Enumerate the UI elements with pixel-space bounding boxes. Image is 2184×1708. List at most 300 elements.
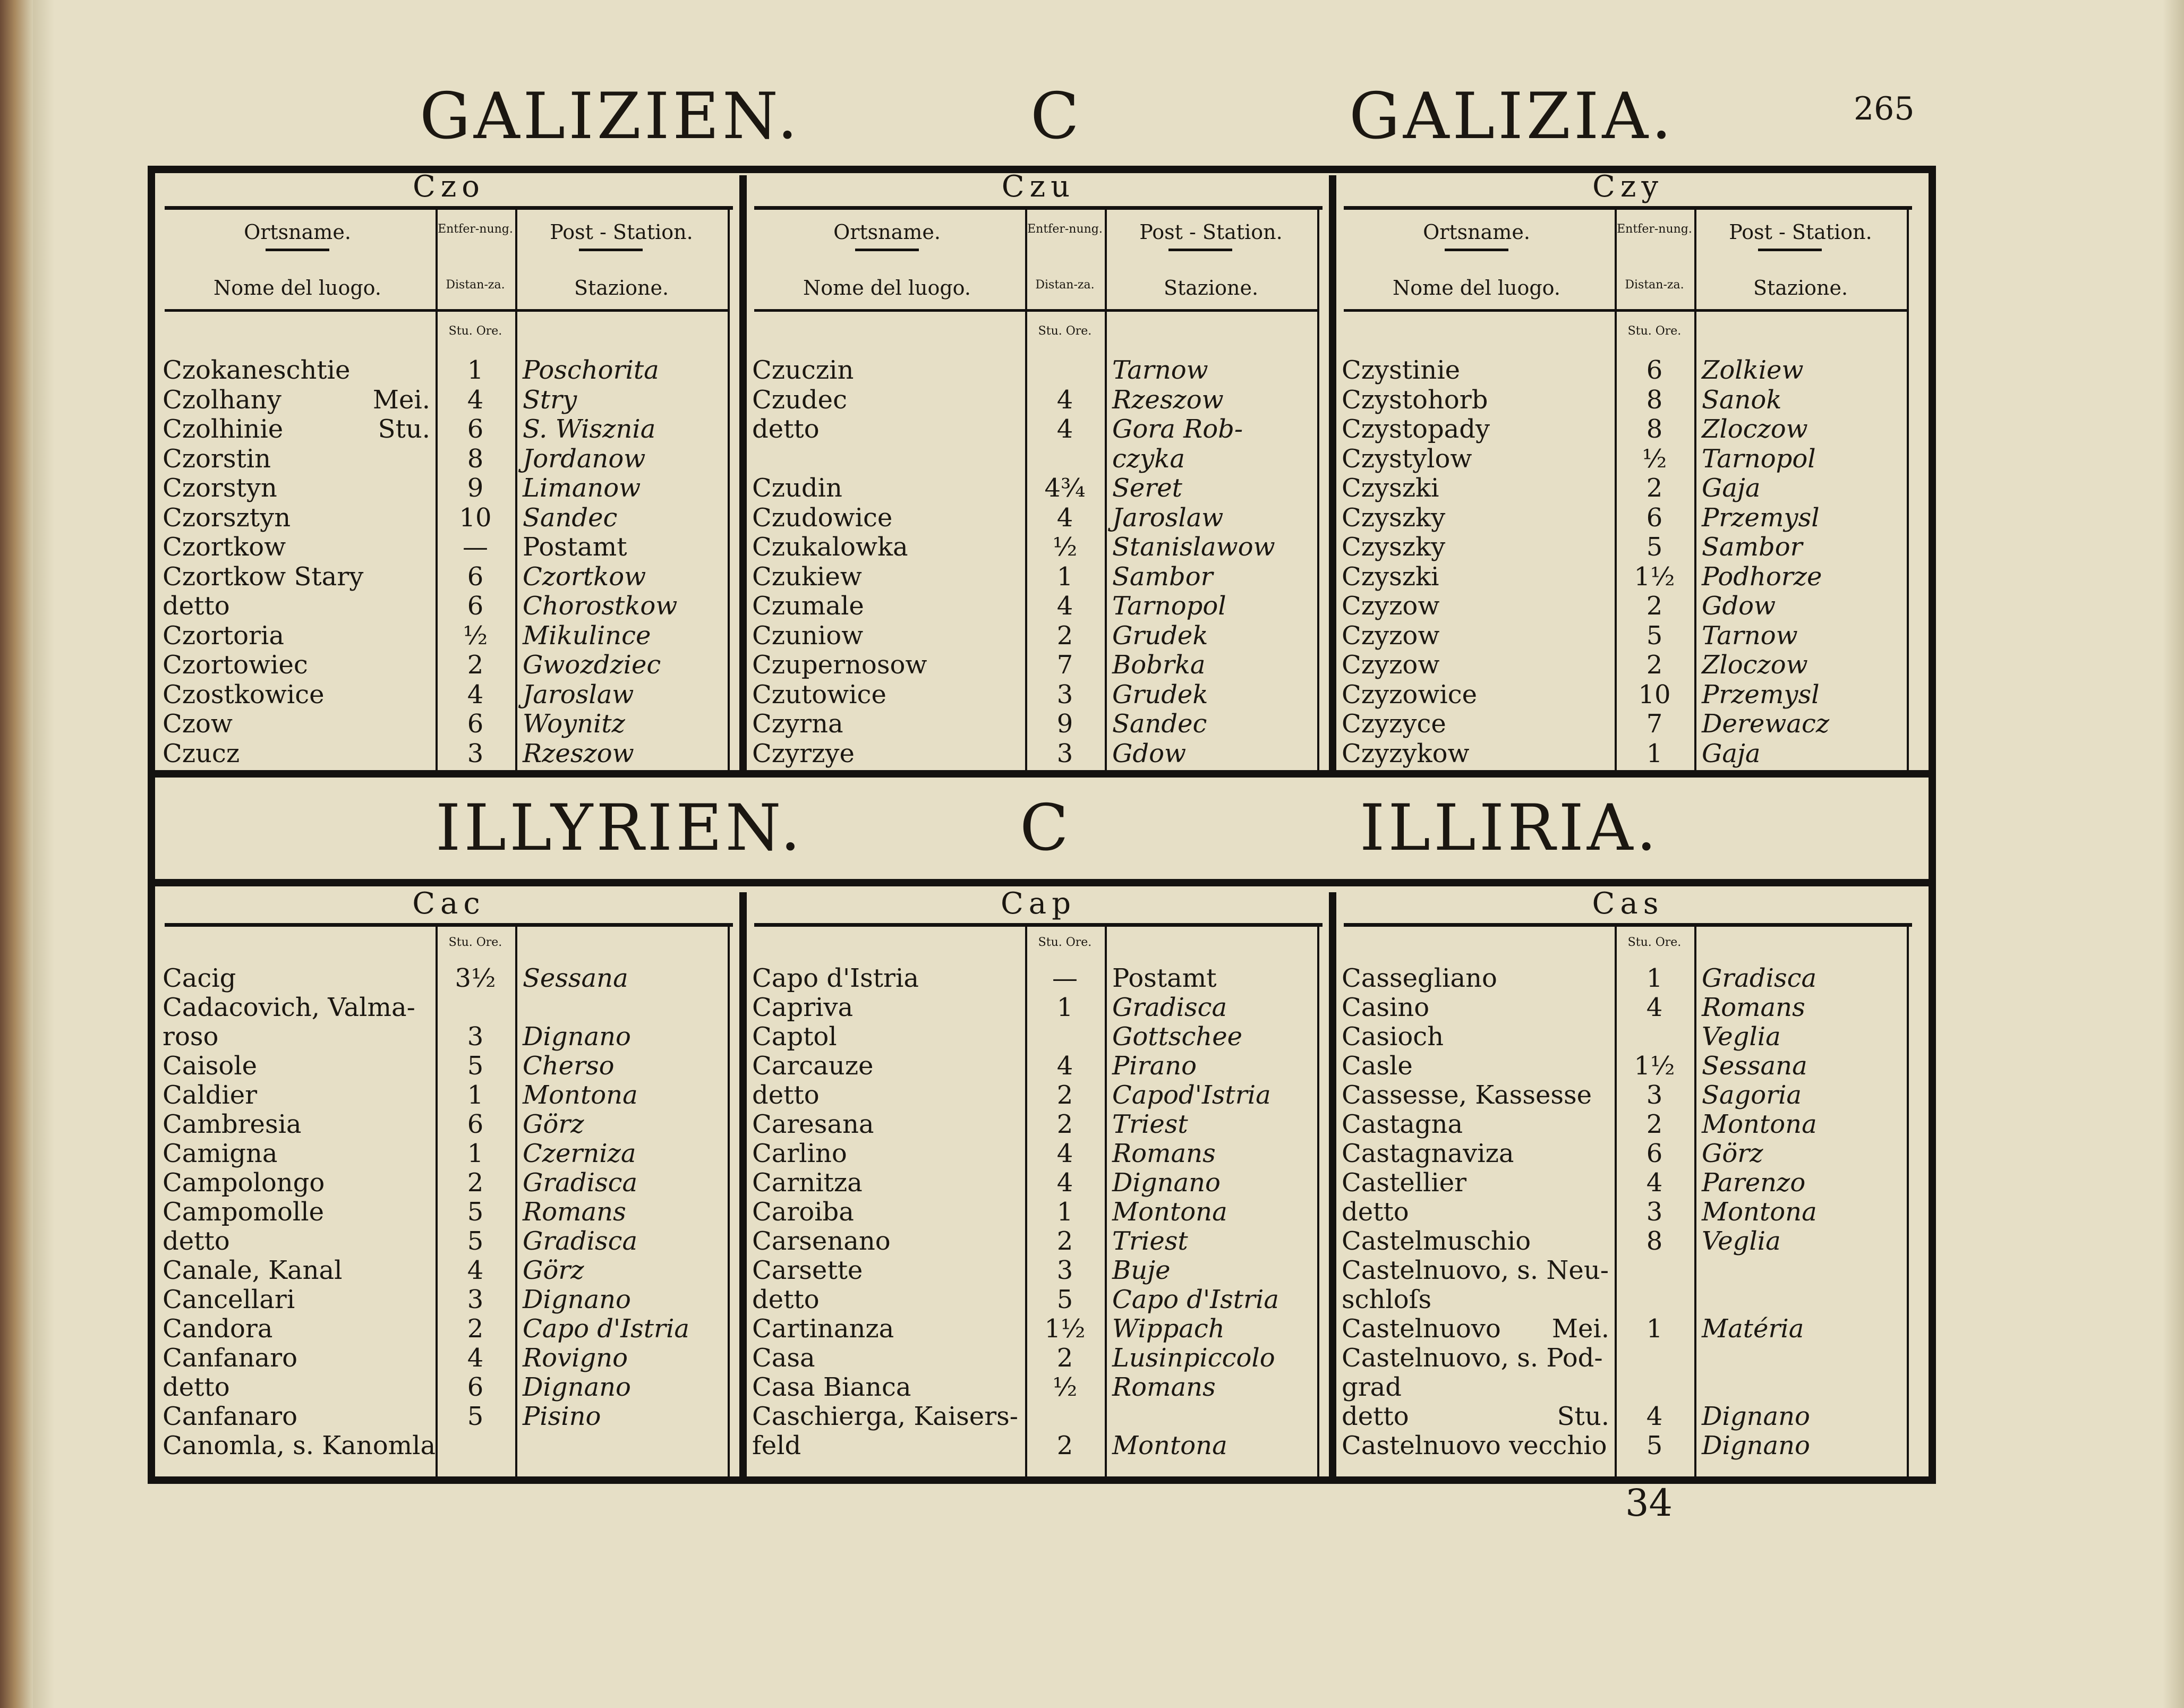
post-station: Stanislawow — [1112, 532, 1275, 562]
table-row — [159, 415, 738, 445]
table-row — [159, 445, 738, 474]
table-row — [1338, 356, 1917, 386]
post-station: Gora Rob- — [1112, 414, 1243, 444]
table-row — [159, 680, 738, 710]
distance-value: 2 — [1056, 1343, 1073, 1373]
post-station: Postamt — [1112, 963, 1217, 993]
table-row — [1338, 1052, 1917, 1081]
place-name: Czyszki — [1342, 561, 1439, 592]
place-name: Canfanaro — [163, 1402, 298, 1431]
place-name: detto — [752, 414, 820, 444]
post-station: Dignano — [523, 1022, 631, 1052]
table-row — [1338, 1431, 1917, 1461]
distance-value: 9 — [1056, 709, 1073, 739]
table-row — [159, 1110, 738, 1139]
place-name: Castelnuovo vecchio — [1342, 1431, 1607, 1461]
distance-value: 8 — [1646, 385, 1663, 415]
post-station: Pirano — [1112, 1051, 1197, 1081]
place-name: Czyzow — [1342, 591, 1440, 621]
place-name: Czyzow — [1342, 620, 1440, 651]
place-name: Cassesse, Kassesse — [1342, 1080, 1592, 1110]
book-spine — [0, 0, 33, 1708]
illyrien-column-3 — [1338, 887, 1917, 1476]
header-ortsname: Ortsname. — [244, 220, 351, 244]
galizien-column-2 — [749, 170, 1328, 770]
place-name: Czyzowice — [1342, 679, 1478, 710]
distance-value: 4¾ — [1044, 473, 1086, 503]
distance-value: 4 — [1056, 591, 1073, 621]
post-station: Buje — [1112, 1256, 1171, 1285]
post-station: Wippach — [1112, 1314, 1225, 1344]
illyrien-column-2 — [749, 887, 1328, 1476]
table-row — [1338, 592, 1917, 621]
post-station: Grudek — [1112, 679, 1208, 710]
distance-value: 2 — [467, 1314, 484, 1344]
post-station: Gradisca — [523, 1168, 638, 1198]
place-name: Czokaneschtie — [163, 355, 351, 385]
header-bottom-rule — [754, 309, 1317, 312]
distance-value: 3 — [467, 738, 484, 768]
place-name: Cartinanza — [752, 1314, 894, 1344]
distance-value: 1 — [467, 1080, 484, 1110]
post-station: Gradisca — [1702, 963, 1817, 993]
distance-value: 1½ — [1634, 561, 1675, 592]
place-name: Cancellari — [163, 1285, 295, 1314]
table-row — [159, 1314, 738, 1344]
post-station: Zloczow — [1702, 650, 1808, 680]
place-name: Czyzyce — [1342, 709, 1446, 739]
group-label: Cap — [1000, 886, 1077, 921]
table-row — [1338, 1314, 1917, 1344]
header-stazione: Stazione. — [1753, 276, 1848, 300]
table-row — [1338, 474, 1917, 503]
distance-value: 5 — [467, 1402, 484, 1431]
place-name: Casino — [1342, 993, 1430, 1022]
place-qualifier: Stu. — [378, 414, 430, 444]
table-row — [749, 386, 1328, 415]
header-entf: Entfer-nung. — [1027, 223, 1103, 236]
distance-value: 4 — [467, 385, 484, 415]
table-row — [1338, 1110, 1917, 1139]
table-row — [1338, 1373, 1917, 1402]
group-label: Czo — [412, 169, 485, 204]
distance-value: 4 — [467, 1343, 484, 1373]
table-row — [749, 1139, 1328, 1168]
place-name: Czyszky — [1342, 532, 1446, 562]
galizien-column-1 — [159, 170, 738, 770]
table-row — [159, 503, 738, 533]
place-name: grad — [1342, 1372, 1402, 1402]
distance-value: 8 — [1646, 414, 1663, 444]
signature-mark: 34 — [1625, 1481, 1673, 1525]
post-station: Tarnopol — [1702, 443, 1816, 474]
table-row — [1338, 710, 1917, 739]
table-row — [1338, 1227, 1917, 1256]
distance-value: 6 — [1646, 1139, 1663, 1168]
table-row — [749, 1314, 1328, 1344]
post-station: Gaja — [1702, 738, 1761, 768]
place-name: Castelnuovo — [1342, 1314, 1501, 1344]
post-station: Jaroslaw — [1112, 502, 1224, 533]
post-station: Zloczow — [1702, 414, 1808, 444]
distance-value: 1½ — [1634, 1051, 1675, 1081]
place-name: Czudin — [752, 473, 842, 503]
post-station: Chorostkow — [523, 591, 678, 621]
group-rule — [1344, 206, 1912, 210]
place-qualifier: Mei. — [1551, 1314, 1609, 1344]
distance-value: 2 — [1056, 1431, 1073, 1461]
table-row — [159, 1431, 738, 1461]
header-stazione: Stazione. — [1163, 276, 1259, 300]
place-name: Canomla, s. Kanomla — [163, 1431, 436, 1461]
table-row — [1338, 1344, 1917, 1373]
header-rule — [855, 249, 919, 251]
distance-value: 4 — [1056, 502, 1073, 533]
place-name: Czucz — [163, 738, 240, 768]
distance-value: 2 — [1056, 1080, 1073, 1110]
distance-value: 6 — [467, 1109, 484, 1139]
place-name: feld — [752, 1431, 801, 1461]
post-station: Stry — [523, 385, 577, 415]
distance-value: 7 — [1056, 650, 1073, 680]
place-name: Castelnuovo, s. Neu- — [1342, 1256, 1609, 1285]
section-title-it: ILLIRIA. — [1360, 791, 1660, 865]
place-name: Capo d'Istria — [752, 963, 919, 993]
distance-value: 4 — [1646, 1168, 1663, 1198]
post-station: Czerniza — [523, 1139, 636, 1168]
distance-value: 2 — [1646, 1109, 1663, 1139]
place-name: Czortkow — [163, 532, 286, 562]
header-entf: Entfer-nung. — [1617, 223, 1692, 236]
group-rule — [1344, 923, 1912, 927]
distance-value: 3 — [1056, 679, 1073, 710]
header-ortsname: Ortsname. — [1423, 220, 1530, 244]
table-row — [159, 356, 738, 386]
table-row — [159, 1081, 738, 1110]
place-name: Casa Bianca — [752, 1372, 911, 1402]
post-station: Dignano — [523, 1372, 631, 1402]
distance-value: 10 — [1638, 679, 1671, 710]
header-rule — [1445, 249, 1508, 251]
table-row — [749, 964, 1328, 993]
units-label: Stu. Ore. — [1038, 324, 1092, 338]
distance-value: 1 — [1056, 1197, 1073, 1227]
post-station: Gdow — [1112, 738, 1187, 768]
table-row — [1338, 1081, 1917, 1110]
header-nome: Nome del luogo. — [214, 276, 381, 300]
distance-value: 6 — [467, 591, 484, 621]
distance-value: 4 — [1056, 1168, 1073, 1198]
place-qualifier: Mei. — [372, 385, 430, 415]
table-row — [749, 1168, 1328, 1198]
post-station: Cherso — [523, 1051, 615, 1081]
place-name: Czudowice — [752, 502, 893, 533]
table-row — [749, 739, 1328, 769]
distance-value: 4 — [1056, 1051, 1073, 1081]
place-name: Czukiew — [752, 561, 862, 592]
place-name: Casle — [1342, 1051, 1413, 1081]
place-name: Carnitza — [752, 1168, 863, 1198]
distance-value: 6 — [467, 1372, 484, 1402]
post-station: Rzeszow — [523, 738, 634, 768]
post-station: Sandec — [1112, 709, 1207, 739]
table-row — [159, 1344, 738, 1373]
header-rule — [579, 249, 643, 251]
place-name: Czukalowka — [752, 532, 908, 562]
galizien-column-3 — [1338, 170, 1917, 770]
post-station: Montona — [1112, 1197, 1227, 1227]
post-station: Bobrka — [1112, 650, 1206, 680]
post-station: Sessana — [1702, 1051, 1807, 1081]
post-station: Sagoria — [1702, 1080, 1802, 1110]
header-nome: Nome del luogo. — [1393, 276, 1560, 300]
post-station: Görz — [523, 1256, 584, 1285]
place-name: detto — [163, 591, 230, 621]
post-station: Romans — [523, 1197, 626, 1227]
distance-value: 5 — [1646, 532, 1663, 562]
header-title-de: GALIZIEN. — [420, 80, 801, 153]
distance-value: 2 — [1056, 1109, 1073, 1139]
header-dist: Distan-za. — [1625, 278, 1684, 292]
units-label: Stu. Ore. — [1627, 936, 1682, 949]
post-station: Postamt — [523, 532, 627, 562]
place-name: Czyrzye — [752, 738, 855, 768]
header-letter: C — [1030, 80, 1082, 153]
distance-value: 9 — [467, 473, 484, 503]
distance-value: 3 — [1646, 1080, 1663, 1110]
table-row — [749, 1344, 1328, 1373]
distance-value: 5 — [467, 1051, 484, 1081]
table-row — [1338, 1198, 1917, 1227]
header-rule — [266, 249, 329, 251]
post-station: Görz — [523, 1109, 584, 1139]
units-label: Stu. Ore. — [1627, 324, 1682, 338]
distance-value: 3 — [467, 1285, 484, 1314]
distance-value: 6 — [467, 709, 484, 739]
post-station: Sessana — [523, 963, 628, 993]
place-name: Castagna — [1342, 1109, 1463, 1139]
header-title-it: GALIZIA. — [1349, 80, 1675, 153]
table-row — [159, 1022, 738, 1052]
post-station: Rovigno — [523, 1343, 628, 1373]
place-name: Camigna — [163, 1139, 278, 1168]
distance-value: 4 — [467, 1256, 484, 1285]
header-entf: Entfer-nung. — [438, 223, 513, 236]
post-station: Dignano — [1702, 1431, 1810, 1461]
place-name: detto — [752, 1285, 820, 1314]
table-row — [159, 710, 738, 739]
distance-value: 8 — [1646, 1226, 1663, 1256]
table-row — [159, 1052, 738, 1081]
illyrien-column-1 — [159, 887, 738, 1476]
post-station: Przemysl — [1702, 679, 1820, 710]
distance-value: 1 — [467, 355, 484, 385]
table-row — [159, 1402, 738, 1431]
place-name: Czyszki — [1342, 473, 1439, 503]
header-ortsname: Ortsname. — [833, 220, 941, 244]
table-row — [1338, 1139, 1917, 1168]
post-station: Gottschee — [1112, 1022, 1243, 1052]
place-name: Capriva — [752, 993, 854, 1022]
table-row — [1338, 964, 1917, 993]
distance-value: 2 — [1646, 650, 1663, 680]
post-station: Gradisca — [523, 1226, 638, 1256]
post-station: Montona — [1702, 1109, 1817, 1139]
section-title-de: ILLYRIEN. — [436, 791, 804, 865]
place-name: Campolongo — [163, 1168, 325, 1198]
distance-value: 6 — [467, 561, 484, 592]
table-row — [749, 356, 1328, 386]
post-station: Dignano — [523, 1285, 631, 1314]
distance-value: 2 — [1646, 591, 1663, 621]
table-row — [749, 503, 1328, 533]
distance-value: 5 — [1646, 1431, 1663, 1461]
column-separator — [1329, 892, 1336, 1476]
group-label: Cas — [1592, 886, 1664, 921]
place-name: Czolhinie — [163, 414, 284, 444]
post-station: Poschorita — [523, 355, 659, 385]
table-row — [1338, 1022, 1917, 1052]
place-name: detto — [1342, 1197, 1409, 1227]
post-station: Montona — [1112, 1431, 1227, 1461]
distance-value: 4 — [1056, 385, 1073, 415]
place-name: Cacig — [163, 963, 236, 993]
place-name: Czortkow Stary — [163, 561, 364, 592]
group-label: Cac — [412, 886, 485, 921]
distance-value: 1 — [1646, 963, 1663, 993]
post-station: Montona — [523, 1080, 638, 1110]
place-name: Caresana — [752, 1109, 874, 1139]
post-station: Woynitz — [523, 709, 625, 739]
post-station: Dignano — [1112, 1168, 1221, 1198]
post-station: Veglia — [1702, 1022, 1781, 1052]
table-row — [159, 651, 738, 680]
place-name: Castellier — [1342, 1168, 1467, 1198]
table-row — [159, 592, 738, 621]
place-name: Czorsztyn — [163, 502, 291, 533]
post-station: Romans — [1112, 1139, 1216, 1168]
place-name: Czow — [163, 709, 233, 739]
units-label: Stu. Ore. — [448, 324, 502, 338]
place-name: Czutowice — [752, 679, 886, 710]
table-row — [749, 445, 1328, 474]
table-row — [749, 1227, 1328, 1256]
post-station: Triest — [1112, 1109, 1188, 1139]
place-name: Czyzow — [1342, 650, 1440, 680]
distance-value: 7 — [1646, 709, 1663, 739]
table-row — [749, 710, 1328, 739]
header-post: Post - Station. — [1729, 220, 1872, 244]
place-name: Candora — [163, 1314, 273, 1344]
column-separator — [1329, 175, 1336, 770]
post-station: Jaroslaw — [523, 679, 634, 710]
table-row — [159, 1256, 738, 1285]
post-station: Dignano — [1702, 1402, 1810, 1431]
table-row — [159, 1373, 738, 1402]
place-name: Caisole — [163, 1051, 257, 1081]
place-name: Czostkowice — [163, 679, 325, 710]
table-row — [749, 1256, 1328, 1285]
place-name: detto — [752, 1080, 820, 1110]
post-station: Veglia — [1702, 1226, 1781, 1256]
table-row — [159, 386, 738, 415]
place-name: Carsette — [752, 1256, 863, 1285]
table-row — [749, 562, 1328, 592]
place-name: Castelnuovo, s. Pod- — [1342, 1343, 1603, 1373]
table-row — [749, 1373, 1328, 1402]
table-row — [1338, 445, 1917, 474]
post-station: Romans — [1112, 1372, 1216, 1402]
place-name: schloſs — [1342, 1285, 1432, 1314]
distance-value: 4 — [467, 679, 484, 710]
post-station: Pisino — [523, 1402, 601, 1431]
distance-value: 8 — [467, 443, 484, 474]
table-row — [1338, 533, 1917, 562]
place-name: Czortowiec — [163, 650, 308, 680]
post-station: Limanow — [523, 473, 641, 503]
place-name: Czuczin — [752, 355, 854, 385]
group-rule — [165, 923, 733, 927]
post-station: Zolkiew — [1702, 355, 1804, 385]
table-row — [1338, 503, 1917, 533]
distance-value: 1 — [1056, 561, 1073, 592]
table-row — [749, 474, 1328, 503]
post-station: Grudek — [1112, 620, 1208, 651]
post-station: Romans — [1702, 993, 1805, 1022]
place-name: Czudec — [752, 385, 847, 415]
place-name: Carlino — [752, 1139, 847, 1168]
place-name: roso — [163, 1022, 219, 1052]
table-row — [1338, 993, 1917, 1022]
post-station: Mikulince — [523, 620, 651, 651]
place-name: Campomolle — [163, 1197, 325, 1227]
place-name: Czuniow — [752, 620, 864, 651]
header-rule — [1758, 249, 1822, 251]
distance-value: ½ — [1052, 1372, 1078, 1402]
post-station: Sambor — [1702, 532, 1803, 562]
distance-value: 2 — [1056, 1226, 1073, 1256]
place-name: Czorstin — [163, 443, 271, 474]
distance-value: 4 — [1056, 414, 1073, 444]
table-row — [159, 739, 738, 769]
place-name: Cassegliano — [1342, 963, 1497, 993]
table-row — [749, 1198, 1328, 1227]
place-name: Czortoria — [163, 620, 284, 651]
distance-value: 5 — [467, 1226, 484, 1256]
post-station: Gwozdziec — [523, 650, 661, 680]
distance-value: 1 — [1646, 738, 1663, 768]
distance-value: 5 — [467, 1197, 484, 1227]
page-number: 265 — [1854, 90, 1915, 127]
section-letter: C — [1020, 791, 1072, 865]
distance-value: 2 — [1646, 473, 1663, 503]
table-row — [159, 533, 738, 562]
table-row — [1338, 651, 1917, 680]
table-row — [749, 1285, 1328, 1314]
post-station: Jordanow — [523, 443, 646, 474]
table-row — [749, 1402, 1328, 1431]
header-post: Post - Station. — [1139, 220, 1283, 244]
header-bottom-rule — [165, 309, 728, 312]
place-name: Czystohorb — [1342, 385, 1488, 415]
table-row — [159, 1227, 738, 1256]
distance-value: 4 — [1646, 1402, 1663, 1431]
table-row — [749, 621, 1328, 651]
place-name: Czorstyn — [163, 473, 277, 503]
post-station: Gdow — [1702, 591, 1776, 621]
group-rule — [754, 923, 1323, 927]
table-row — [749, 1022, 1328, 1052]
